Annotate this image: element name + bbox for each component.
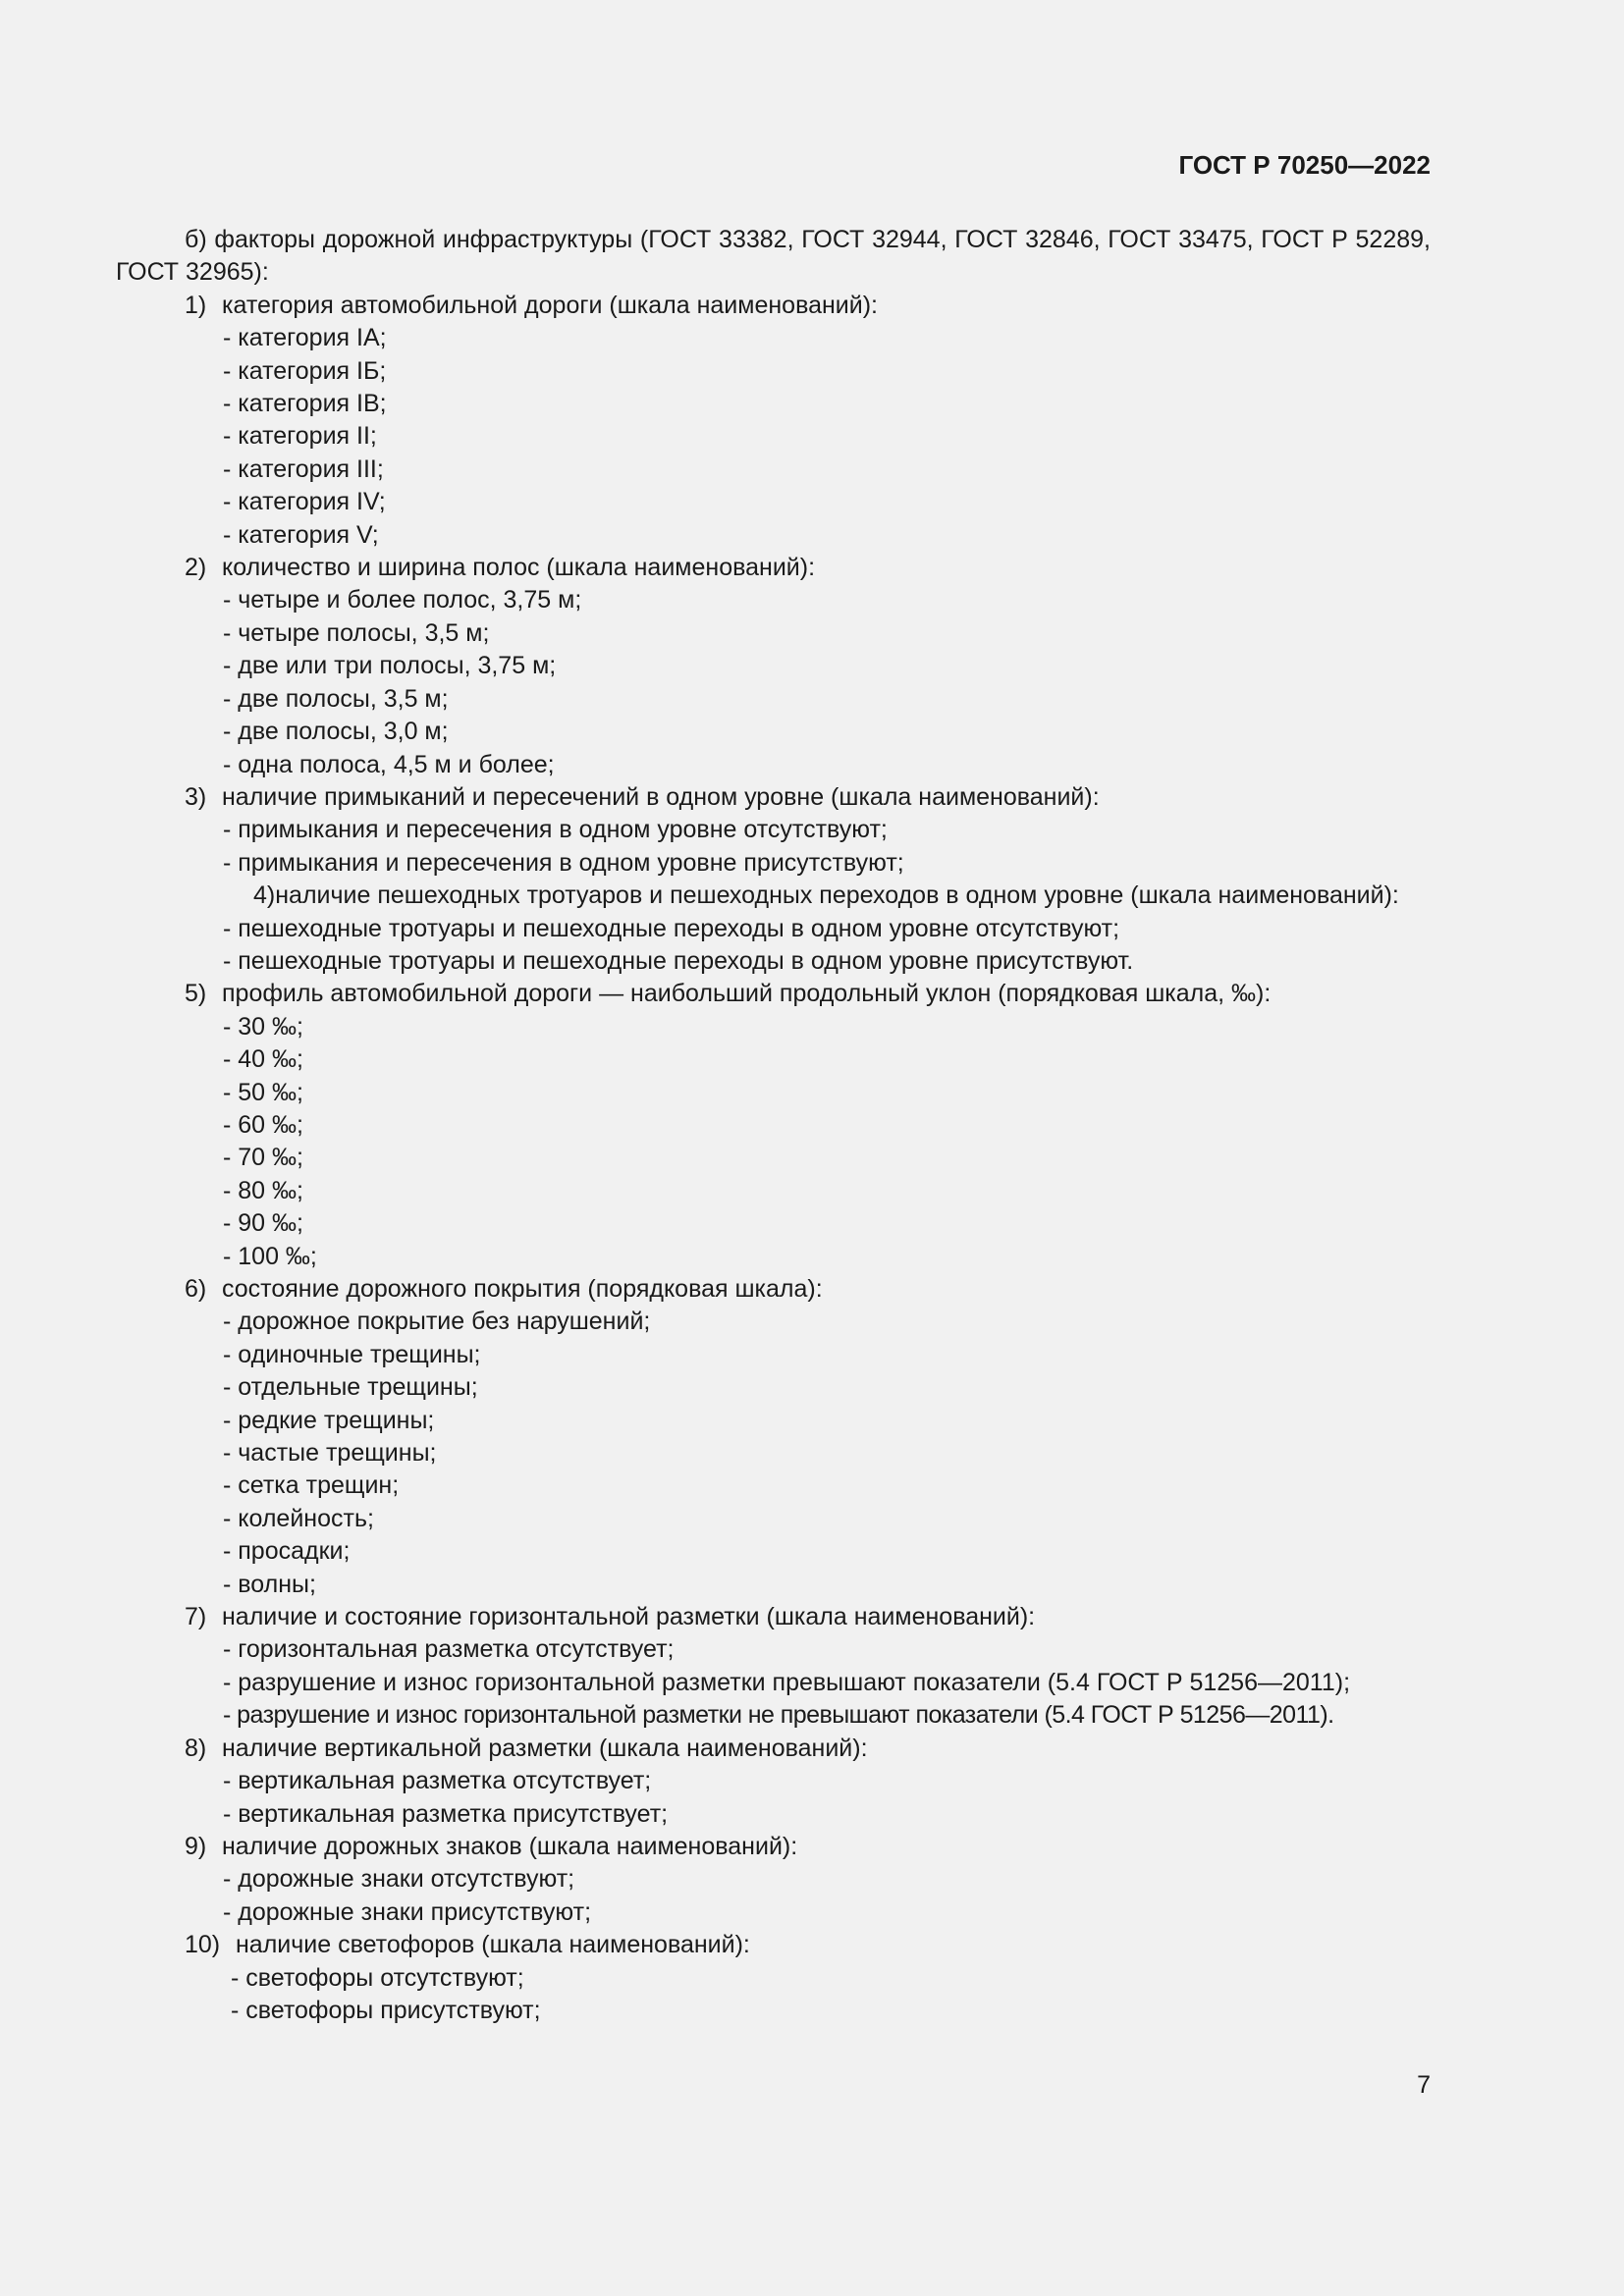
list-item-heading <box>116 552 1431 584</box>
intro-paragraph: б) факторы дорожной инфраструктуры (ГОСТ 33382, ГОСТ 32944, ГОСТ 32846, ГОСТ 33475, ГОСТ Р 52289, ГОСТ 32965): <box>116 226 1431 287</box>
sub-item: - отдельные трещины; <box>223 1373 478 1402</box>
sub-item: - 100 ‰; <box>223 1242 317 1270</box>
sub-item: - категория IB; <box>223 390 387 418</box>
sub-item: - четыре полосы, 3,5 м; <box>223 618 490 647</box>
sub-item: - категория V; <box>223 520 379 549</box>
sub-item: - пешеходные тротуары и пешеходные переходы в одном уровне присутствуют. <box>223 946 1134 975</box>
sub-item: - одна полоса, 4,5 м и более; <box>223 750 555 778</box>
sub-item: - 30 ‰; <box>223 1012 303 1041</box>
sub-item: - горизонтальная разметка отсутствует; <box>223 1635 675 1664</box>
sub-item: - категория IV; <box>223 488 386 516</box>
item-title: профиль автомобильной дороги — наибольший продольный уклон (порядковая шкала, ‰): <box>222 980 1272 1008</box>
item-title: наличие дорожных знаков (шкала наименований): <box>222 1832 798 1860</box>
item-number: 2) <box>185 554 207 582</box>
sub-item: - дорожные знаки отсутствуют; <box>223 1865 575 1894</box>
sub-item: - дорожные знаки присутствуют; <box>223 1897 592 1926</box>
sub-item: - категория III; <box>223 454 384 483</box>
sub-item: - дорожное покрытие без нарушений; <box>223 1308 651 1336</box>
list-item-heading <box>116 290 1431 322</box>
sub-item: - одиночные трещины; <box>223 1340 481 1368</box>
sub-item: - 80 ‰; <box>223 1176 303 1204</box>
sub-item: - четыре и более полос, 3,75 м; <box>223 586 582 614</box>
item-title: наличие и состояние горизонтальной разметки (шкала наименований): <box>222 1603 1036 1631</box>
list-item-heading <box>116 978 1431 1010</box>
sub-item: - 40 ‰; <box>223 1045 303 1074</box>
list-item-heading <box>116 1273 1431 1306</box>
item-title: наличие светофоров (шкала наименований): <box>236 1931 750 1959</box>
item-number: 9) <box>185 1832 207 1860</box>
item-number: 7) <box>185 1603 207 1631</box>
sub-item: - вертикальная разметка присутствует; <box>223 1799 669 1828</box>
list-item-heading <box>116 1929 1431 1961</box>
list-item-heading <box>116 880 1431 912</box>
sub-item: - две полосы, 3,0 м; <box>223 718 449 746</box>
sub-item: - вертикальная разметка отсутствует; <box>223 1767 652 1795</box>
sub-item: - 90 ‰; <box>223 1209 303 1238</box>
sub-item: - частые трещины; <box>223 1439 437 1468</box>
sub-item: - примыкания и пересечения в одном уровне отсутствуют; <box>223 816 888 844</box>
sub-item: - 60 ‰; <box>223 1110 303 1139</box>
list-item-heading <box>116 1733 1431 1765</box>
item-number: 3) <box>185 782 207 811</box>
sub-item: - просадки; <box>223 1537 351 1566</box>
list-item-heading <box>116 1601 1431 1633</box>
sub-item: - светофоры присутствуют; <box>231 1996 541 2024</box>
item-title: наличие вертикальной разметки (шкала наименований): <box>222 1734 868 1762</box>
item-list <box>116 290 1431 2028</box>
item-title: наличие примыканий и пересечений в одном уровне (шкала наименований): <box>222 782 1100 811</box>
page-number: 7 <box>1417 2071 1431 2099</box>
item-number: 8) <box>185 1734 207 1762</box>
sub-item: - 70 ‰; <box>223 1144 303 1172</box>
item-title: состояние дорожного покрытия (порядковая шкала): <box>222 1275 823 1303</box>
item-title: категория автомобильной дороги (шкала наименований): <box>222 291 878 319</box>
list-item-heading <box>116 1831 1431 1863</box>
sub-item: - примыкания и пересечения в одном уровне присутствуют; <box>223 848 904 877</box>
sub-item: - сетка трещин; <box>223 1471 400 1500</box>
item-title: наличие пешеходных тротуаров и пешеходных переходов в одном уровне (шкала наименований): <box>275 881 1399 910</box>
sub-item: - светофоры отсутствуют; <box>231 1963 524 1992</box>
sub-item: - колейность; <box>223 1504 374 1532</box>
document-body <box>116 224 1431 2027</box>
sub-item: - пешеходные тротуары и пешеходные переходы в одном уровне отсутствуют; <box>223 914 1120 942</box>
sub-item: - редкие трещины; <box>223 1406 435 1434</box>
item-number: 4) <box>253 881 276 910</box>
sub-item: - разрушение и износ горизонтальной разметки превышают показатели (5.4 ГОСТ Р 51256—2011); <box>223 1668 1351 1696</box>
item-title: количество и ширина полос (шкала наименований): <box>222 554 816 582</box>
sub-item: - две или три полосы, 3,75 м; <box>223 652 557 680</box>
sub-item: - волны; <box>223 1570 316 1598</box>
sub-item: - категория IБ; <box>223 356 387 385</box>
sub-item: - категория II; <box>223 422 377 451</box>
item-number: 10) <box>185 1931 221 1959</box>
sub-item: - разрушение и износ горизонтальной разметки не превышают показатели (5.4 ГОСТ Р 51256—2011). <box>223 1701 1334 1730</box>
sub-item: - 50 ‰; <box>223 1078 303 1106</box>
document-header: ГОСТ Р 70250—2022 <box>1178 150 1431 180</box>
sub-item: - две полосы, 3,5 м; <box>223 684 449 713</box>
item-number: 1) <box>185 291 207 319</box>
list-item-heading <box>116 781 1431 814</box>
sub-item: - категория IA; <box>223 324 387 352</box>
item-number: 5) <box>185 980 207 1008</box>
item-number: 6) <box>185 1275 207 1303</box>
